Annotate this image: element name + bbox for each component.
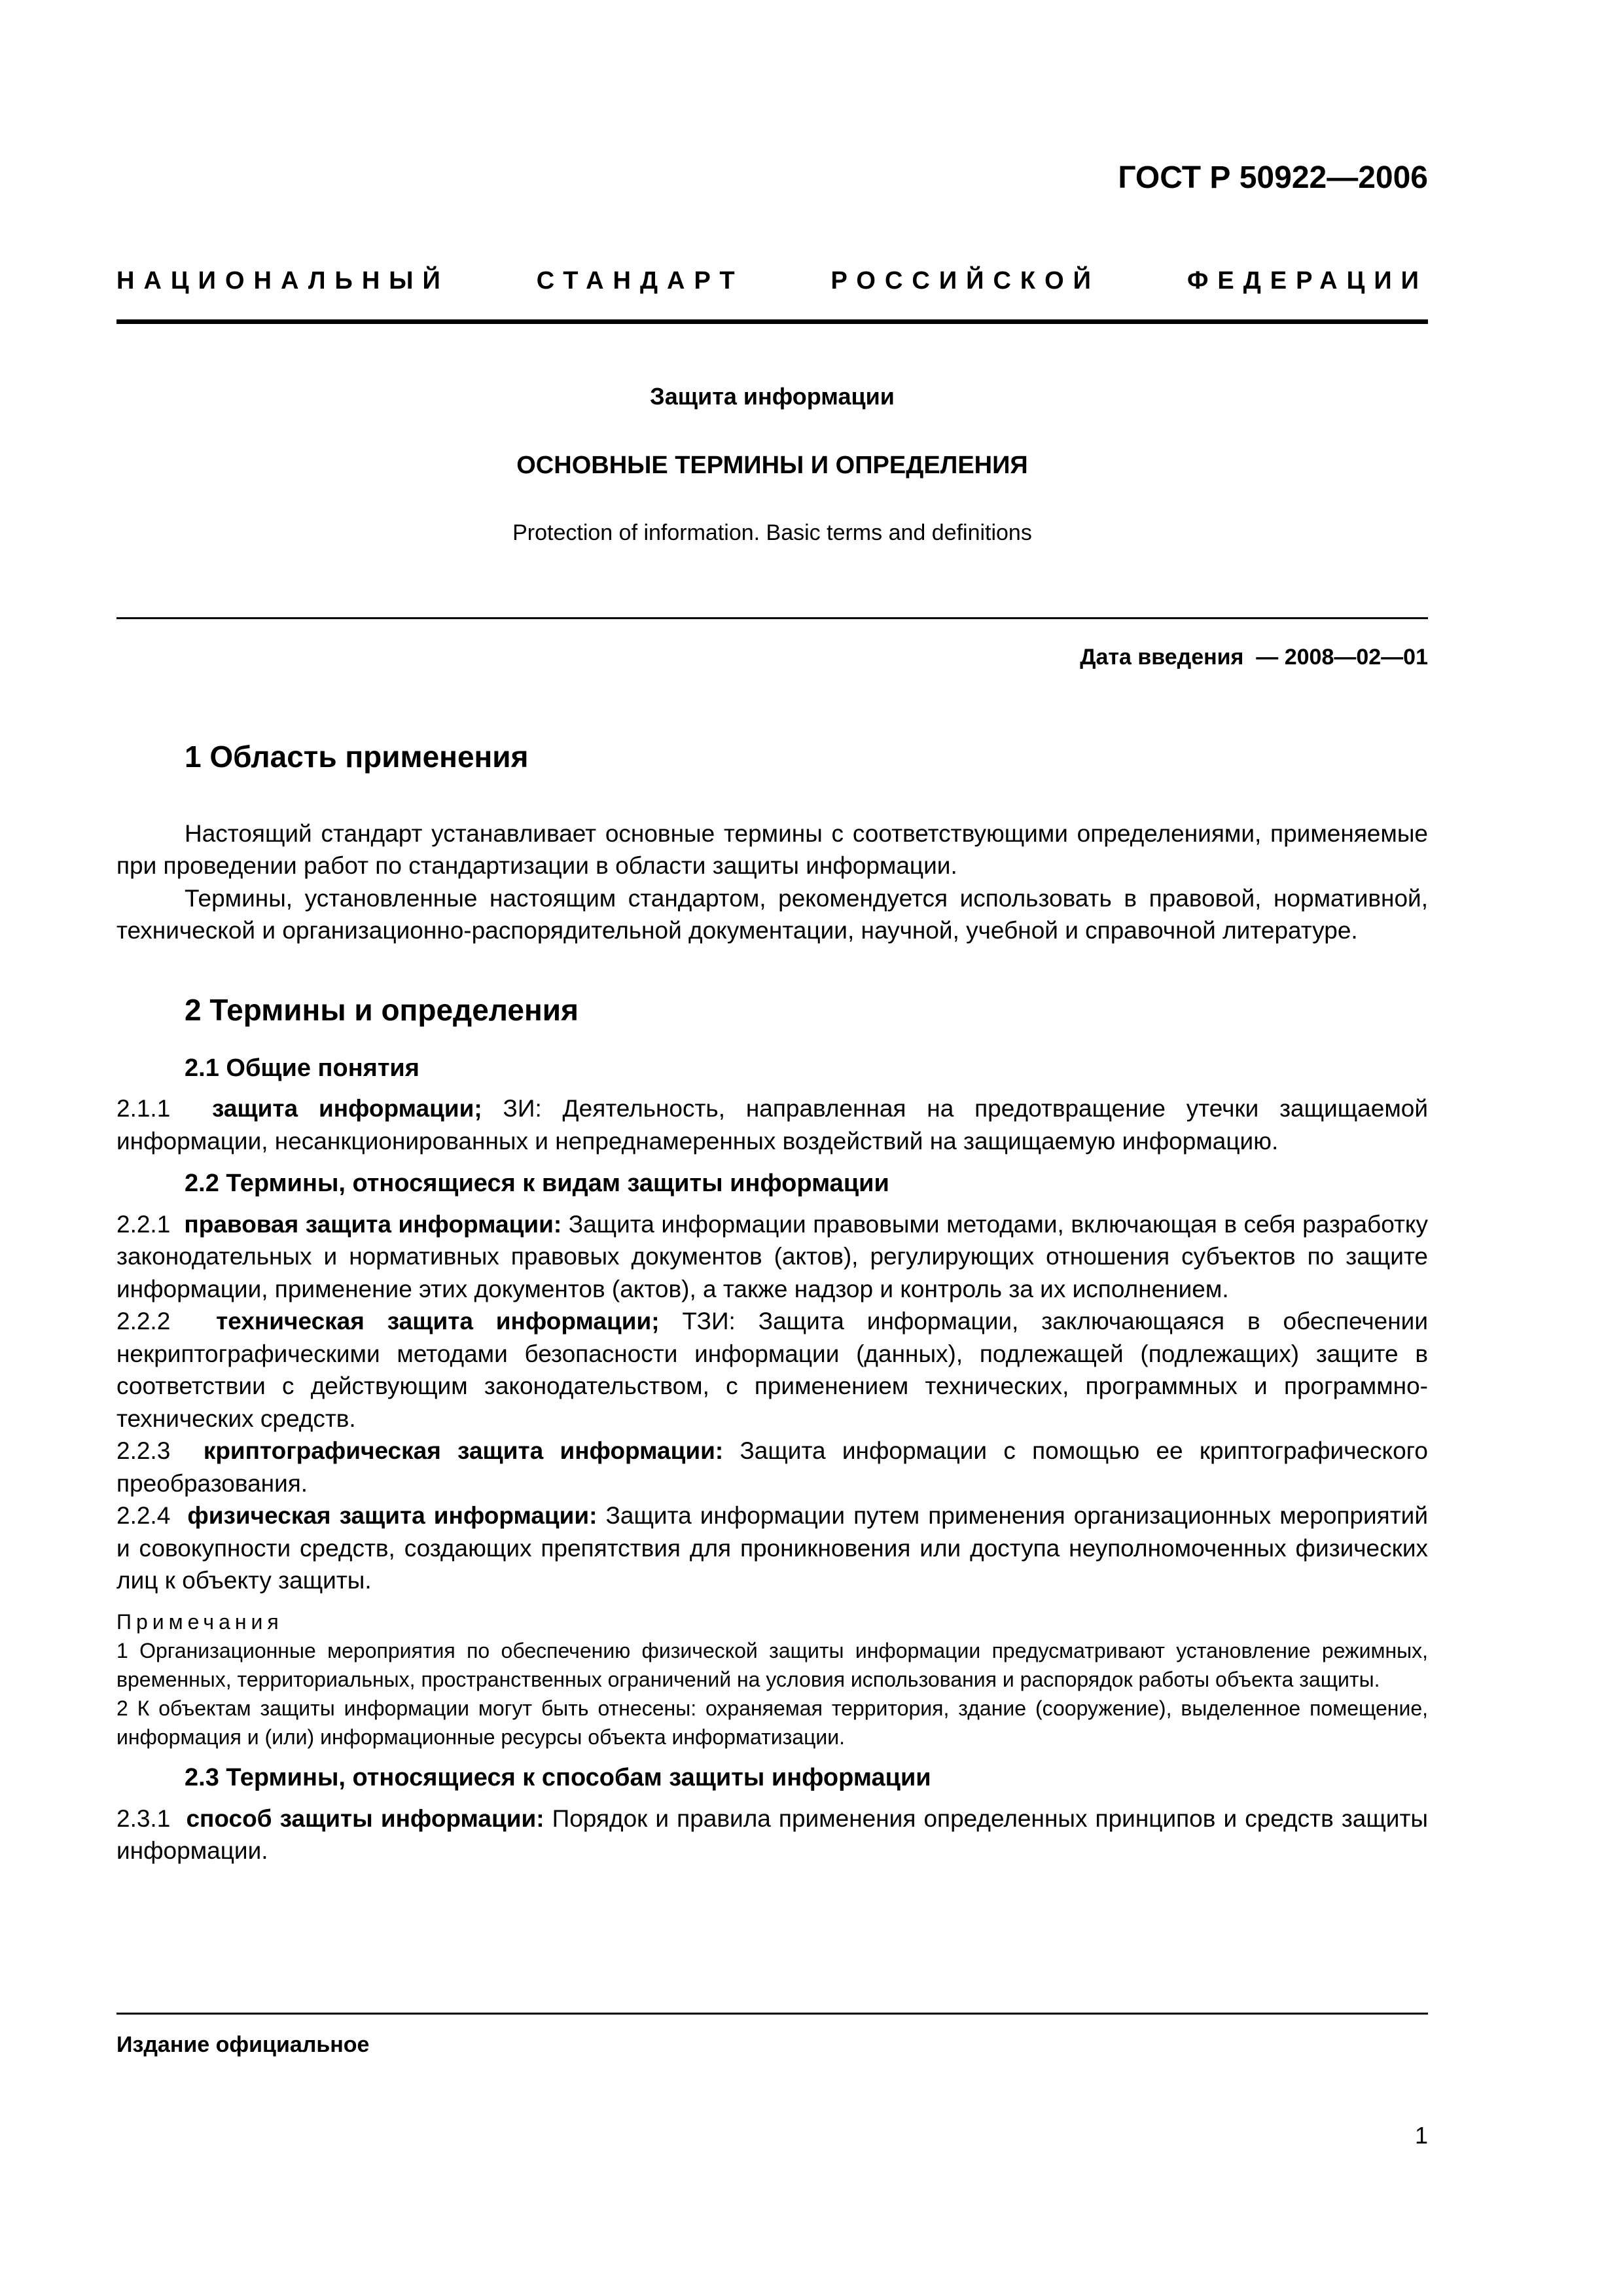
- edition-label: Издание официальное: [116, 2032, 370, 2057]
- term-name: техническая защита информации;: [216, 1308, 660, 1335]
- notes-heading: Примечания: [116, 1609, 283, 1634]
- document-subtitle: Защита информации: [650, 383, 895, 410]
- header-divider: [116, 319, 1428, 324]
- term-number: 2.2.3: [116, 1437, 171, 1465]
- term-name: физическая защита информации:: [187, 1502, 597, 1530]
- document-body: [116, 740, 1428, 1867]
- term-name: защита информации;: [211, 1095, 482, 1122]
- term-definition: Порядок и правила применения определенных принципов и средств защиты информации.: [116, 1804, 1429, 1865]
- subsection-heading: 2.1 Общие понятия: [185, 1054, 419, 1082]
- term-name: способ защиты информации:: [186, 1804, 544, 1832]
- subsection-heading: 2.3 Термины, относящиеся к способам защиты информации: [185, 1763, 931, 1791]
- footer-divider: [116, 2013, 1428, 2015]
- gost-code: ГОСТ Р 50922—2006: [1118, 160, 1428, 195]
- term-entry: [116, 1435, 1428, 1499]
- term-entry: [116, 1208, 1428, 1306]
- section-heading: 1 Область применения: [185, 740, 529, 774]
- term-number: 2.3.1: [116, 1804, 171, 1832]
- term-definition: Защита информации с помощью ее криптографического преобразования.: [116, 1437, 1428, 1497]
- document-page: [116, 0, 1428, 2296]
- term-entry: [116, 1499, 1428, 1597]
- term-number: 2.2.2: [116, 1308, 171, 1335]
- paragraph: Настоящий стандарт устанавливает основные термины с соответствующими определениями, применяемые при проведении работ по стандартизации в области защиты информации.: [116, 819, 1428, 880]
- term-entry: [116, 1305, 1428, 1435]
- term-definition: Защита информации путем применения организационных мероприятий и совокупности средств, создающих препятствия для проникновения или доступа неуполномоченных физических лиц к объекту защиты.: [116, 1502, 1428, 1594]
- subsection-heading: 2.2 Термины, относящиеся к видам защиты информации: [185, 1170, 889, 1198]
- term-definition: Защита информации правовыми методами, включающая в себя разработку законодательных и нормативных правовых документов (актов), регулирующих отношения субъектов по защите информации, применение этих документов (актов), а также надзор и контроль за их исполнением.: [116, 1210, 1429, 1302]
- term-definition: ТЗИ: Защита информации, заключающаяся в обеспечении некриптографическими методами безопасности информации (данных), подлежащей (подлежащих) защите в соответствии с действующим законодательством, с применением технических, программных и программно-технических средств.: [116, 1308, 1428, 1432]
- banner-word: ФЕДЕРАЦИИ: [1186, 267, 1428, 295]
- title-divider: [116, 617, 1428, 619]
- term-entry: [116, 1803, 1428, 1867]
- note: 1 Организационные мероприятия по обеспечению физической защиты информации предусматривают установление режимных, временных, территориальных, пространственных ограничений на условия использования и распорядок работы объекта защиты.: [116, 1638, 1428, 1691]
- term-definition: ЗИ: Деятельность, направленная на предотвращение утечки защищаемой информации, несанкционированных и непреднамеренных воздействий на защищаемую информацию.: [116, 1095, 1429, 1155]
- term-number: 2.2.1: [116, 1210, 171, 1238]
- banner-word: РОССИЙСКОЙ: [830, 267, 1100, 295]
- paragraph: Термины, установленные настоящим стандартом, рекомендуется использовать в правовой, нормативной, технической и организационно-распорядительной документации, научной, учебной и справочной литературе.: [116, 884, 1428, 944]
- term-number: 2.2.4: [116, 1502, 171, 1530]
- term-entry: [116, 1092, 1428, 1157]
- term-name: правовая защита информации:: [184, 1210, 562, 1238]
- banner-word: НАЦИОНАЛЬНЫЙ: [116, 267, 450, 295]
- national-standard-banner: [116, 267, 1428, 295]
- page-number: 1: [1414, 2122, 1428, 2149]
- document-title: ОСНОВНЫЕ ТЕРМИНЫ И ОПРЕДЕЛЕНИЯ: [516, 452, 1028, 479]
- term-name: криптографическая защита информации:: [203, 1437, 724, 1465]
- english-title: Protection of information. Basic terms and definitions: [512, 520, 1032, 545]
- section-heading: 2 Термины и определения: [185, 992, 579, 1027]
- banner-word: СТАНДАРТ: [536, 267, 744, 295]
- term-number: 2.1.1: [116, 1095, 171, 1122]
- note: 2 К объектам защиты информации могут быть отнесены: охраняемая территория, здание (сооружение), выделенное помещение, информация и (или) информационные ресурсы объекта информатизации.: [116, 1696, 1428, 1749]
- introduction-date: Дата введения — 2008—02—01: [1080, 645, 1428, 670]
